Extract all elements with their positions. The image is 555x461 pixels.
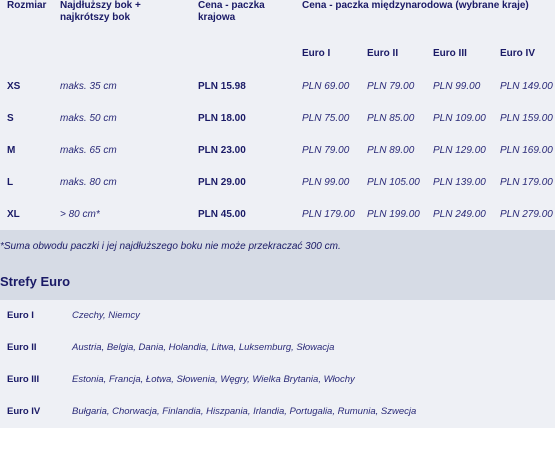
euro-4-price-cell: PLN 279.00 [500, 209, 553, 220]
euro-2-price-cell: PLN 199.00 [367, 209, 420, 220]
header-size: Rozmiar [7, 0, 47, 11]
zone-header-euro-3: Euro III [433, 48, 467, 59]
size-cell: XL [7, 209, 20, 220]
table-row [0, 104, 555, 133]
price-table [0, 0, 555, 230]
footnote: *Suma obwodu paczki i jej najdłuższego boku nie może przekraczać 300 cm. [0, 230, 555, 264]
size-cell: S [7, 113, 14, 124]
zone-name: Euro IV [7, 406, 41, 417]
euro-4-price-cell: PLN 179.00 [500, 177, 553, 188]
domestic-price-cell: PLN 29.00 [198, 177, 246, 188]
euro-2-price-cell: PLN 105.00 [367, 177, 420, 188]
zone-countries: Austria, Belgia, Dania, Holandia, Litwa, Luksemburg, Słowacja [72, 342, 335, 353]
table-row [0, 168, 555, 197]
euro-2-price-cell: PLN 79.00 [367, 81, 415, 92]
euro-1-price-cell: PLN 179.00 [302, 209, 355, 220]
zone-header-euro-4: Euro IV [500, 48, 536, 59]
euro-3-price-cell: PLN 109.00 [433, 113, 486, 124]
list-item [0, 300, 555, 332]
header-dimension: Najdłuższy bok + najkrótszy bok [60, 0, 141, 23]
zone-name: Euro II [7, 342, 37, 353]
dimension-cell: maks. 50 cm [60, 113, 117, 124]
zone-countries: Estonia, Francja, Łotwa, Słowenia, Węgry, Wielka Brytania, Włochy [72, 374, 355, 385]
size-cell: L [7, 177, 14, 188]
dimension-cell: maks. 35 cm [60, 81, 117, 92]
zone-header-euro-1: Euro I [302, 48, 331, 59]
euro-1-price-cell: PLN 99.00 [302, 177, 350, 188]
header-international-price: Cena - paczka międzynarodowa (wybrane kraje) [302, 0, 529, 11]
list-item [0, 396, 555, 428]
zone-header-euro-2: Euro II [367, 48, 399, 59]
dimension-cell: maks. 80 cm [60, 177, 117, 188]
euro-4-price-cell: PLN 169.00 [500, 145, 553, 156]
euro-4-price-cell: PLN 149.00 [500, 81, 553, 92]
euro-3-price-cell: PLN 99.00 [433, 81, 481, 92]
domestic-price-cell: PLN 18.00 [198, 113, 246, 124]
table-row [0, 136, 555, 165]
euro-1-price-cell: PLN 79.00 [302, 145, 350, 156]
table-row [0, 200, 555, 229]
zone-name: Euro I [7, 310, 34, 321]
zones-title: Strefy Euro [0, 264, 555, 300]
euro-1-price-cell: PLN 75.00 [302, 113, 350, 124]
table-row [0, 72, 555, 101]
domestic-price-cell: PLN 15.98 [198, 81, 246, 92]
size-cell: XS [7, 81, 21, 92]
list-item [0, 332, 555, 364]
euro-4-price-cell: PLN 159.00 [500, 113, 553, 124]
list-item [0, 364, 555, 396]
euro-2-price-cell: PLN 85.00 [367, 113, 415, 124]
dimension-cell: > 80 cm* [60, 209, 100, 220]
zone-countries: Bułgaria, Chorwacja, Finlandia, Hiszpania, Irlandia, Portugalia, Rumunia, Szwecja [72, 406, 417, 417]
euro-3-price-cell: PLN 129.00 [433, 145, 486, 156]
zone-name: Euro III [7, 374, 40, 385]
euro-3-price-cell: PLN 139.00 [433, 177, 486, 188]
euro-2-price-cell: PLN 89.00 [367, 145, 415, 156]
euro-1-price-cell: PLN 69.00 [302, 81, 350, 92]
domestic-price-cell: PLN 23.00 [198, 145, 246, 156]
dimension-cell: maks. 65 cm [60, 145, 117, 156]
zones-table [0, 300, 555, 428]
size-cell: M [7, 145, 16, 156]
euro-3-price-cell: PLN 249.00 [433, 209, 486, 220]
zone-countries: Czechy, Niemcy [72, 310, 140, 321]
header-domestic-price: Cena - paczka krajowa [198, 0, 265, 23]
domestic-price-cell: PLN 45.00 [198, 209, 246, 220]
